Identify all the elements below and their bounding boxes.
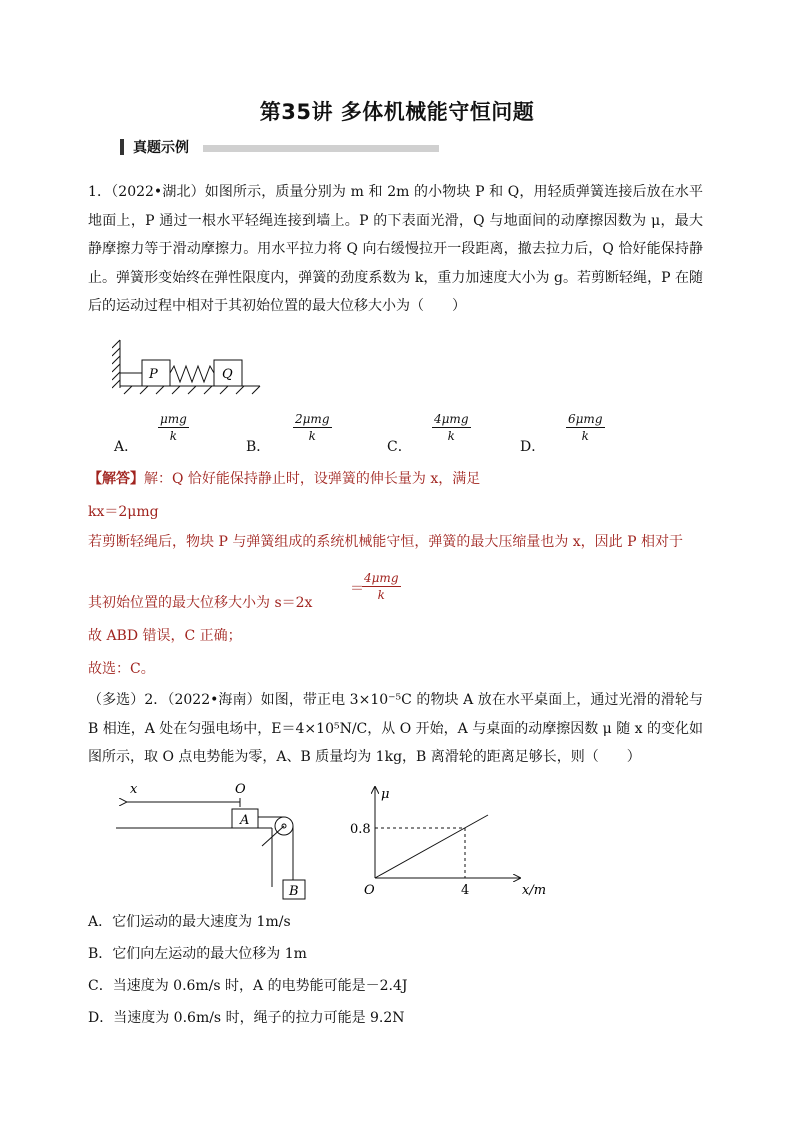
q2-figure	[112, 780, 317, 902]
answer-tag: 【解答】	[88, 471, 144, 487]
q1-option-b-fraction	[293, 412, 332, 443]
answer-line-1	[88, 469, 480, 489]
answer-text-1: 解：Q 恰好能保持静止时，设弹簧的伸长量为 x，满足	[144, 471, 481, 487]
q2-text: （多选）2．（2022•海南）如图，带正电 3×10⁻⁵C 的物块 A 放在水平桌面上，通过光滑的滑轮与 B 相连，A 处在匀强电场中，E＝4×10⁵N/C，从 O 开始，A 与桌面的动摩擦因数 μ 随 x 的变化如图所示，取 O 点电势能为零，A、B 质量均为 1kg，B 离滑轮的距离足够长，则（ ）	[88, 692, 703, 765]
graph-y-tick: 0.8	[350, 822, 371, 837]
label-q: Q	[222, 367, 233, 382]
answer-frac-den: k	[377, 588, 385, 602]
q1-option-c-label: C．	[387, 439, 412, 455]
q1-figure	[112, 338, 264, 398]
q2-option-d: D．当速度为 0.6m/s 时，绳子的拉力可能是 9.2N	[88, 1010, 405, 1026]
label-a: A	[240, 813, 250, 828]
fig-o-label: O	[235, 782, 246, 797]
answer-line-5: 故 ABD 错误，C 正确；	[88, 628, 242, 644]
q2-option-a: A．它们运动的最大速度为 1m/s	[88, 914, 291, 930]
section-rule	[203, 145, 439, 152]
answer-line-6: 故选：C。	[88, 661, 155, 677]
spring	[170, 366, 214, 382]
graph-y-label: μ	[381, 787, 390, 802]
q1-option-d-label: D．	[520, 439, 546, 455]
pulley-bracket	[262, 826, 284, 846]
q2-graph	[350, 782, 565, 900]
answer-line-4: 其初始位置的最大位移大小为 s＝2x	[88, 595, 313, 611]
q1-option-a-den: k	[169, 429, 178, 443]
graph-mu-line	[375, 815, 488, 878]
q1-option-d-num: 6μmg	[568, 412, 603, 426]
q1-option-c-den: k	[447, 429, 455, 443]
graph-x-tick: 4	[461, 883, 470, 898]
q1-option-c-num: 4μmg	[434, 412, 469, 426]
q1-option-a-fraction	[158, 412, 189, 443]
section-bar	[120, 139, 124, 155]
answer-frac-num: 4μmg	[364, 571, 399, 585]
label-p: P	[149, 367, 158, 382]
label-b: B	[289, 884, 299, 899]
section-header	[120, 137, 189, 157]
q1-option-d-fraction	[566, 412, 605, 443]
answer-line-2: kx＝2μmg	[88, 504, 159, 520]
answer-line-3: 若剪断轻绳后，物块 P 与弹簧组成的系统机械能守恒，弹簧的最大压缩量也为 x，因此 P 相对于	[88, 534, 683, 550]
q1-text: 1．（2022•湖北）如图所示，质量分别为 m 和 2m 的小物块 P 和 Q，用轻质弹簧连接后放在水平地面上，P 通过一根水平轻绳连接到墙上。P 的下表面光滑，Q 与地面间的动摩擦因数为 μ，最大静摩擦力等于滑动摩擦力。用水平拉力将 Q 向右缓慢拉开一段距离，撤去拉力后，Q 恰好能保持静止。弹簧形变始终在弹性限度内，弹簧的劲度系数为 k，重力加速度大小为 g。若剪断轻绳，P 在随后的运动过程中相对于其初始位置的最大位移大小为（ ）	[88, 184, 703, 314]
q2-option-c: C．当速度为 0.6m/s 时，A 的电势能可能是－2.4J	[88, 978, 408, 994]
graph-origin: O	[364, 883, 375, 898]
wall	[112, 340, 120, 388]
q1-option-a-num: μmg	[160, 412, 187, 426]
q2-option-b: B．它们向左运动的最大位移为 1m	[88, 946, 307, 962]
answer-fraction	[362, 571, 401, 602]
q1-option-d-den: k	[581, 429, 589, 443]
q1-option-a-label: A．	[114, 439, 139, 455]
fig-x-label: x	[130, 782, 138, 797]
q1-option-b-den: k	[308, 429, 316, 443]
graph-x-label: x/m	[522, 883, 547, 898]
section-label: 真题示例	[133, 140, 189, 156]
answer-eq-sign: ＝	[350, 581, 364, 597]
q1-option-b-num: 2μmg	[295, 412, 330, 426]
page-title: 第35讲 多体机械能守恒问题	[259, 100, 535, 124]
q1-option-c-fraction	[432, 412, 471, 443]
q1-option-b-label: B．	[246, 439, 271, 455]
ground	[120, 386, 260, 394]
